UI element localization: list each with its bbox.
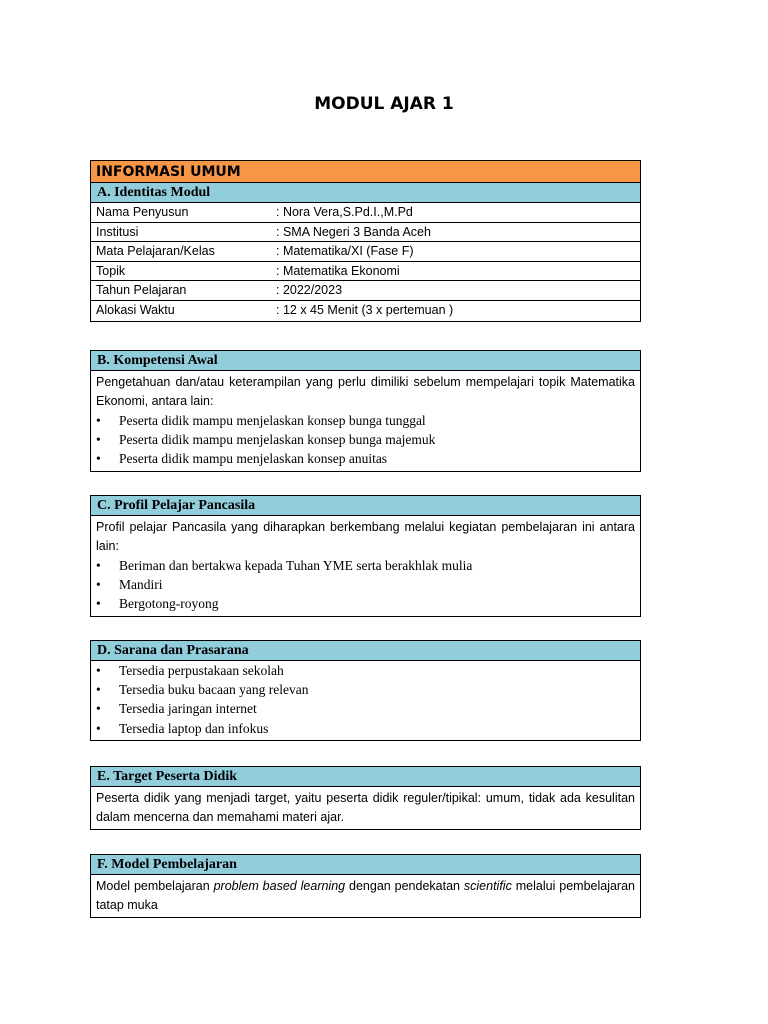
list-item: • Tersedia perpustakaan sekolah: [96, 663, 284, 678]
profil-intro: Profil pelajar Pancasila yang diharapkan berkembang melalui kegiatan pembelajaran ini antara lain:: [96, 520, 635, 553]
table-row: Nama Penyusun : Nora Vera,S.Pd.I.,M.Pd: [91, 203, 640, 223]
target-section: [90, 766, 641, 830]
profil-body: [91, 516, 640, 616]
model-heading: F. Model Pembelajaran: [91, 855, 640, 875]
target-text: Peserta didik yang menjadi target, yaitu peserta didik reguler/tipikal: umum, tidak ada kesulitan dalam mencerna dan memahami materi ajar.: [96, 791, 635, 824]
list-item: • Beriman dan bertakwa kepada Tuhan YME serta berakhlak mulia: [96, 558, 473, 573]
kompetensi-body: [91, 371, 640, 471]
list-item: • Mandiri: [96, 577, 163, 593]
list-item: • Peserta didik mampu menjelaskan konsep bunga tunggal: [96, 413, 426, 428]
model-text: Model pembelajaran problem based learning dengan pendekatan scientific melalui pembelajaran tatap muka: [96, 879, 636, 912]
table-row: Institusi : SMA Negeri 3 Banda Aceh: [91, 223, 640, 243]
list-item: • Bergotong-royong: [96, 596, 219, 612]
page-title: MODUL AJAR 1: [314, 94, 454, 114]
list-item: • Tersedia jaringan internet: [96, 701, 257, 717]
profil-heading: C. Profil Pelajar Pancasila: [91, 496, 640, 516]
list-item: • Peserta didik mampu menjelaskan konsep bunga majemuk: [96, 432, 436, 448]
target-body: [91, 787, 640, 829]
identitas-heading: A. Identitas Modul: [91, 183, 640, 203]
table-row: Alokasi Waktu : 12 x 45 Menit (3 x pertemuan ): [96, 302, 454, 317]
kompetensi-section: [90, 350, 641, 472]
informasi-umum-header: INFORMASI UMUM: [91, 161, 640, 183]
sarana-section: [90, 640, 641, 741]
kompetensi-heading: B. Kompetensi Awal: [91, 351, 640, 371]
sarana-body: [91, 661, 640, 740]
table-row: Mata Pelajaran/Kelas : Matematika/XI (Fase F): [91, 242, 640, 262]
table-row: Topik : Matematika Ekonomi: [91, 262, 640, 282]
list-item: • Tersedia laptop dan infokus: [96, 720, 269, 736]
identitas-table: [90, 160, 641, 322]
profil-section: [90, 495, 641, 617]
model-body: [91, 875, 640, 917]
list-item: • Tersedia buku bacaan yang relevan: [96, 682, 309, 698]
target-heading: E. Target Peserta Didik: [91, 767, 640, 787]
table-row: Tahun Pelajaran : 2022/2023: [91, 281, 640, 301]
sarana-heading: D. Sarana dan Prasarana: [91, 641, 640, 661]
list-item: • Peserta didik mampu menjelaskan konsep anuitas: [96, 451, 388, 467]
model-section: [90, 854, 641, 918]
kompetensi-intro: Pengetahuan dan/atau keterampilan yang perlu dimiliki sebelum mempelajari topik Matematika Ekonomi, antara lain:: [96, 375, 635, 408]
